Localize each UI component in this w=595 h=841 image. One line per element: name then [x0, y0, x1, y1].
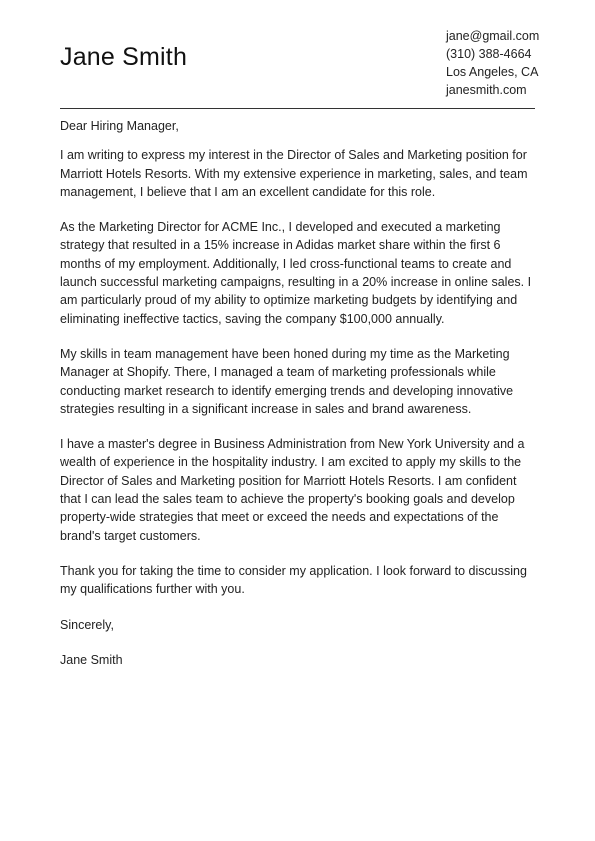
contact-block	[446, 27, 539, 99]
paragraph-education: I have a master's degree in Business Administration from New York University and a wealth of experience in the hospitality industry. I am excited to apply my skills to the Director of Sales and Marketing position for Marriott Hotels Resorts. I am confident that I can lead the sales team to achieve the property's booking goals and develop property-wide strategies that meet or exceed the needs and expectations of the brand's target customers.	[60, 437, 525, 543]
email-address: jane@gmail.com	[446, 29, 540, 43]
salutation: Dear Hiring Manager,	[60, 119, 179, 133]
paragraph-experience: As the Marketing Director for ACME Inc., I developed and executed a marketing strategy that resulted in a 15% increase in Adidas market share within the first 6 months of my employment. Additionally, I led cross-functional teams to create and launch successful marketing campaigns, resulting in a 20% increase in online sales. I am particularly proud of my ability to optimize marketing budgets by identifying and eliminating ineffective tactics, saving the company $100,000 annually.	[60, 220, 532, 326]
paragraph-intro: I am writing to express my interest in the Director of Sales and Marketing position for Marriott Hotels Resorts. With my extensive experience in marketing, sales, and team management, I believe that I am an excellent candidate for this role.	[60, 148, 528, 199]
paragraph-management: My skills in team management have been honed during my time as the Marketing Manager at Shopify. There, I managed a team of marketing professionals while conducting market research to identify emerging trends and developing innovative strategies resulting in a significant increase in sales and brand awareness.	[60, 346, 514, 416]
applicant-name: Jane Smith	[60, 43, 188, 71]
paragraph-thanks: Thank you for taking the time to consider my application. I look forward to discussing my qualifications further with you.	[60, 563, 527, 597]
signature-name: Jane Smith	[60, 652, 123, 667]
website: janesmith.com	[446, 83, 527, 97]
closing: Sincerely,	[60, 617, 114, 632]
location: Los Angeles, CA	[446, 65, 539, 79]
letter-body	[60, 117, 538, 686]
phone-number: (310) 388-4664	[446, 47, 532, 61]
header-divider	[60, 108, 535, 109]
